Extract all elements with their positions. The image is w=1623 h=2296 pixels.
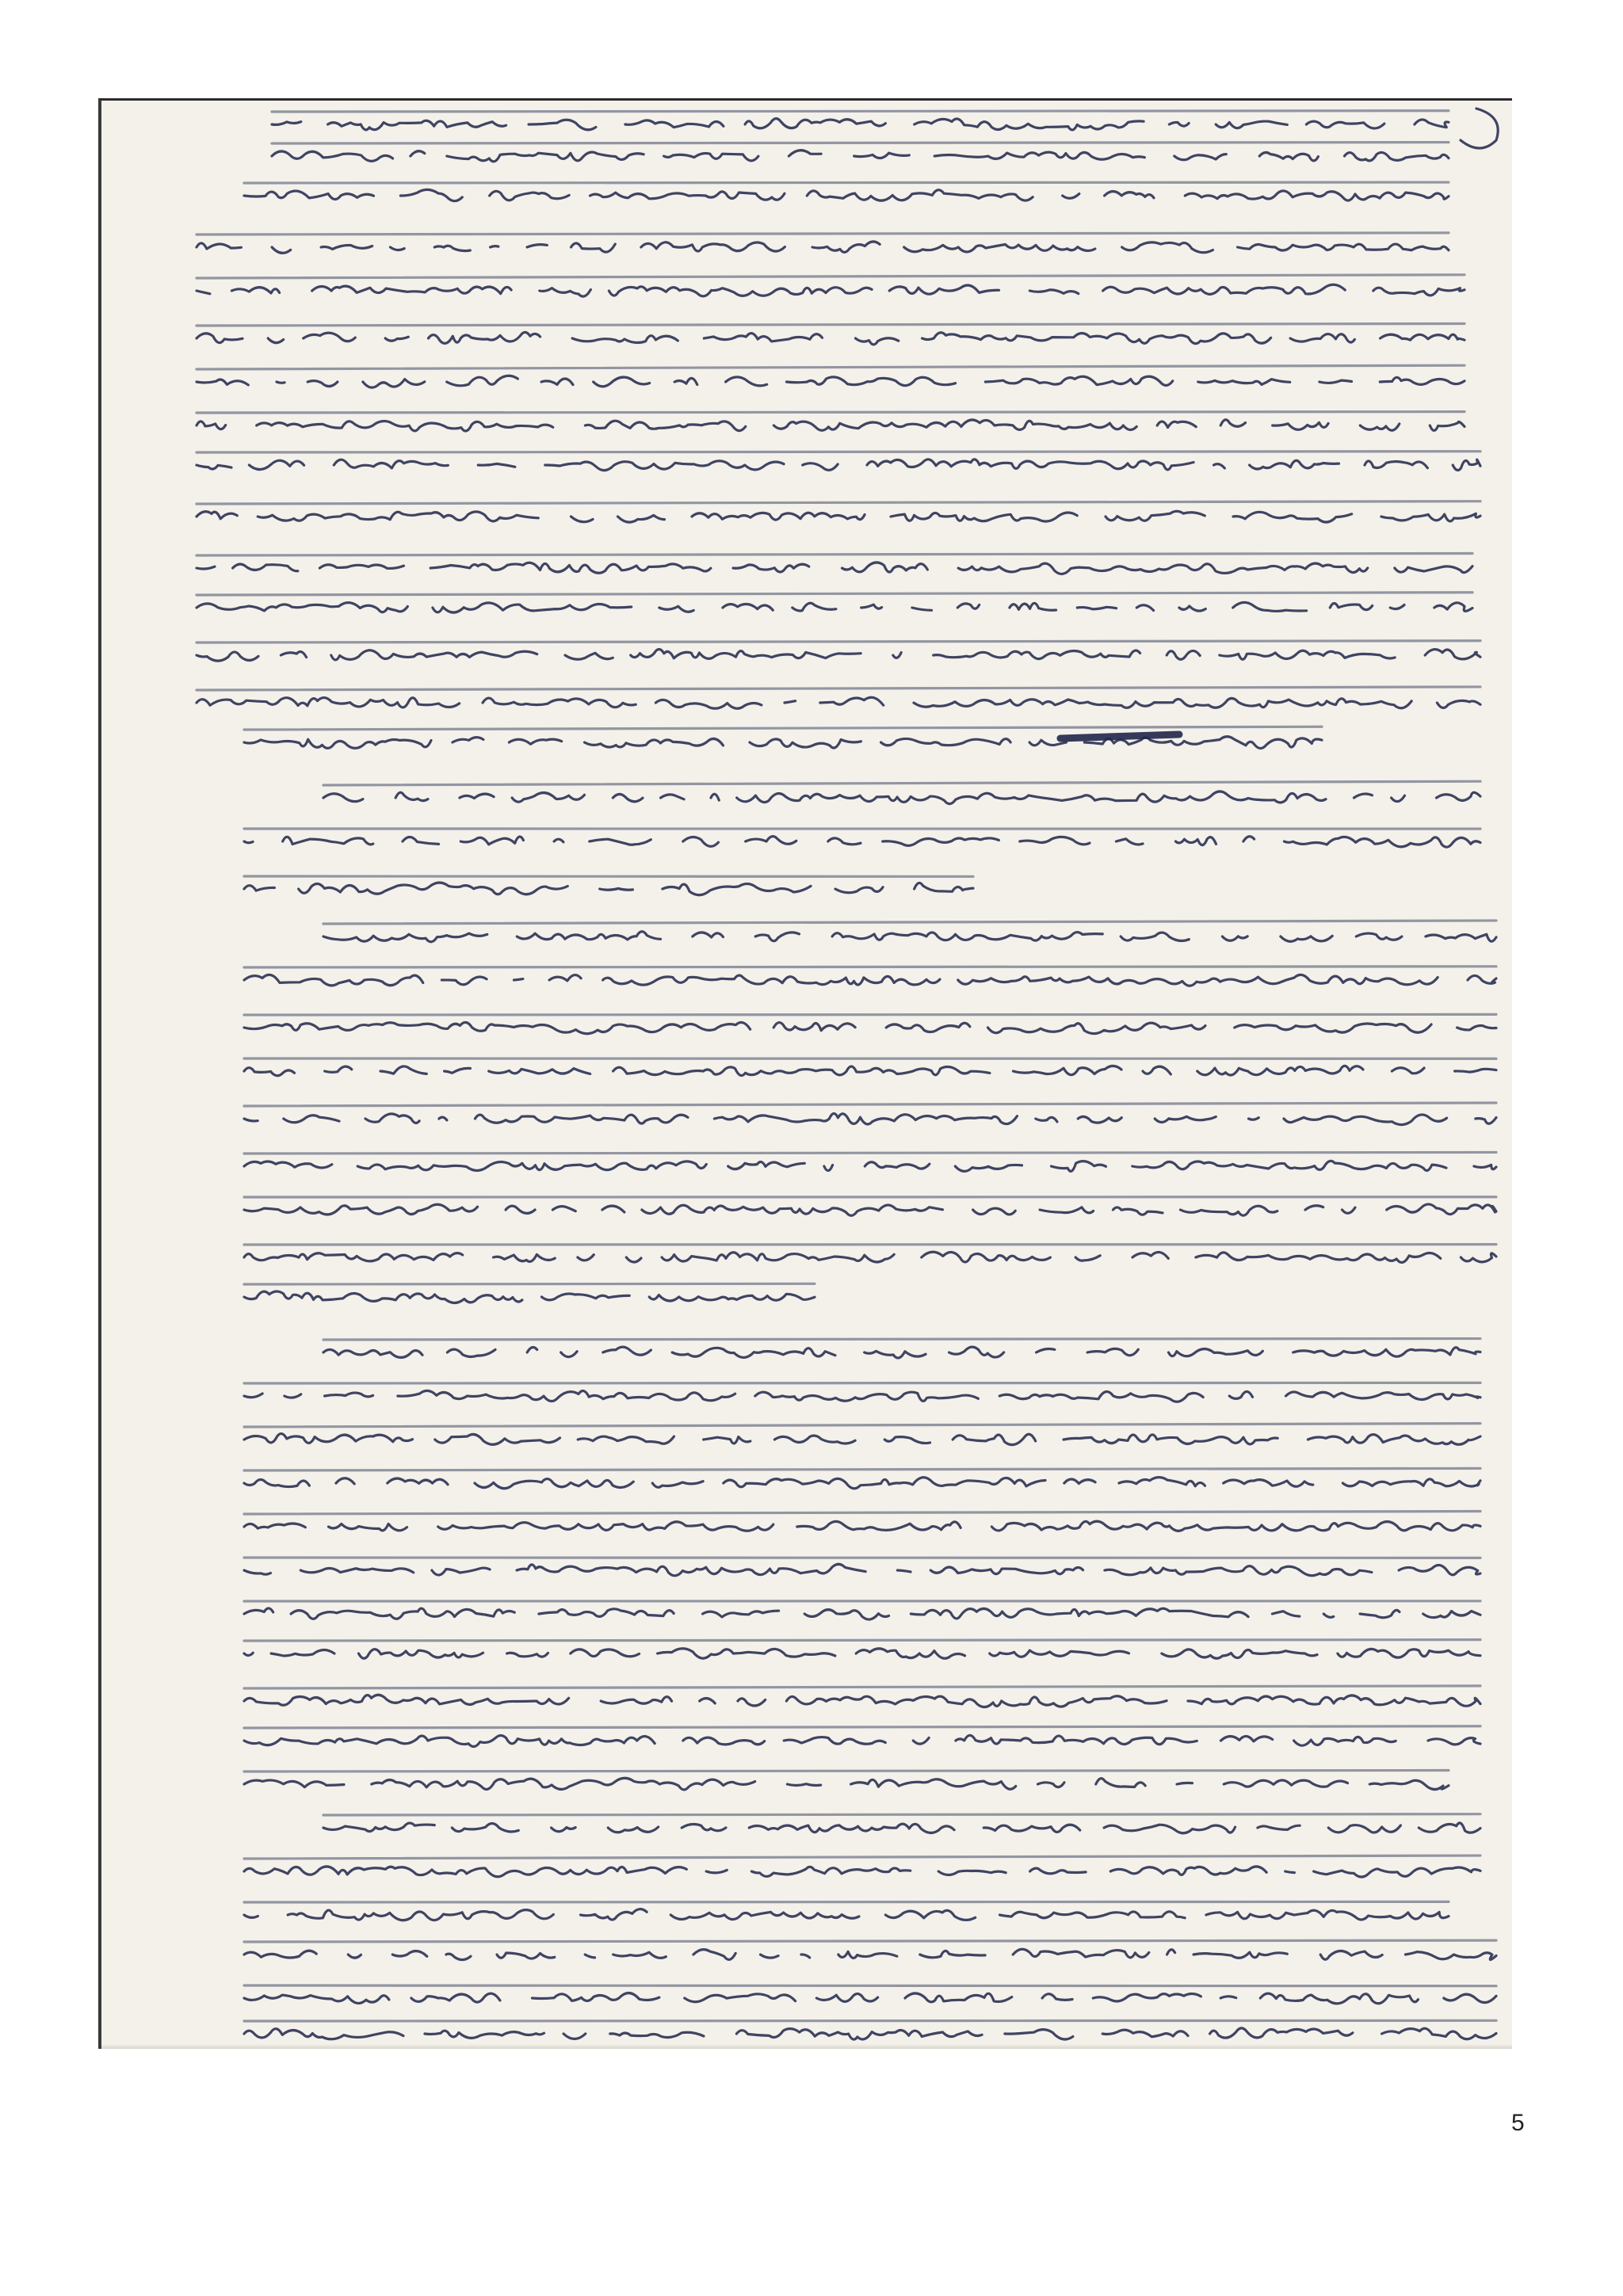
handwriting-stroke [244,1608,1480,1619]
handwriting-stroke [244,1564,1480,1576]
handwriting-stroke [244,1867,1480,1877]
handwriting-stroke [197,460,1480,471]
handwriting-stroke [323,1347,1480,1358]
handwriting-stroke [197,602,1472,612]
handwriting-stroke [272,119,1449,130]
handwriting-headline [197,502,1480,504]
handwriting-stroke [244,1161,1496,1171]
handwriting-headline [197,233,1449,235]
handwriting-lines [101,101,1512,2049]
handwriting-stroke [244,1695,1480,1707]
handwriting-headline [244,1014,1496,1015]
handwriting-headline [197,593,1472,595]
handwriting-stroke [244,2028,1496,2039]
handwriting-headline [244,1901,1449,1902]
handwriting-stroke [197,376,1465,387]
handwriting-stroke [197,649,1480,661]
handwriting-stroke [244,1778,1449,1790]
handwriting-stroke [244,1735,1480,1746]
handwriting-stroke [197,420,1465,431]
handwriting-stroke [197,284,1465,296]
handwriting-headline [244,1940,1496,1942]
circled-page-mark [1461,109,1498,148]
handwriting-stroke [244,1390,1480,1402]
handwriting-headline [197,275,1465,278]
handwriting-headline [197,365,1465,369]
handwriting-stroke [244,1066,1496,1075]
handwriting-stroke [244,1113,1496,1124]
handwriting-stroke [244,189,1449,200]
handwriting-stroke [197,511,1480,522]
handwriting-stroke [244,837,1480,848]
handwriting-headline [244,1152,1496,1154]
handwriting-headline [244,1985,1496,1986]
handwriting-headline [244,1283,815,1284]
handwriting-stroke [272,151,1449,162]
handwriting-stroke [197,242,1449,253]
handwriting-headline [244,1640,1480,1641]
handwriting-headline [244,1770,1449,1772]
handwriting-headline [244,1103,1496,1106]
handwriting-stroke [244,974,1496,986]
handwriting-headline [244,1686,1480,1688]
handwriting-headline [244,1468,1480,1470]
handwriting-headline [244,2020,1496,2021]
handwriting-stroke [244,1204,1496,1215]
handwriting-headline [323,781,1480,785]
handwriting-headline [244,1855,1480,1859]
handwriting-headline [197,412,1465,413]
handwriting-headline [197,641,1480,643]
page-number: 5 [1511,2110,1525,2136]
handwriting-stroke [244,1949,1496,1959]
handwriting-stroke [244,1909,1449,1920]
handwriting-stroke [197,332,1465,345]
handwriting-headline [323,1339,1480,1340]
handwriting-headline [197,324,1465,326]
handwriting-headline [244,727,1322,730]
handwriting-headline [244,1726,1480,1728]
handwriting-headline [323,1814,1480,1815]
handwriting-stroke [244,1649,1480,1658]
handwriting-stroke [197,563,1472,574]
handwriting-stroke [244,1252,1496,1262]
handwritten-letter-scan [98,98,1512,2049]
handwriting-stroke [244,883,973,895]
struck-out-word [1060,734,1179,738]
handwriting-stroke [323,932,1496,942]
handwriting-stroke [197,697,1480,708]
handwriting-stroke [244,1022,1496,1033]
handwriting-headline [197,687,1480,690]
handwriting-stroke [244,1478,1480,1489]
handwriting-stroke [244,1993,1496,2004]
handwriting-headline [244,1512,1480,1514]
handwriting-headline [323,921,1496,924]
handwriting-stroke [244,1291,815,1302]
handwriting-stroke [323,791,1480,804]
handwriting-stroke [323,1823,1480,1833]
handwriting-stroke [244,1521,1480,1531]
handwriting-headline [272,111,1449,112]
handwriting-headline [197,554,1472,555]
handwriting-headline [244,1424,1480,1427]
scan-edge-shadow [101,2044,1512,2049]
handwriting-stroke [244,1434,1480,1445]
handwriting-headline [244,182,1449,183]
